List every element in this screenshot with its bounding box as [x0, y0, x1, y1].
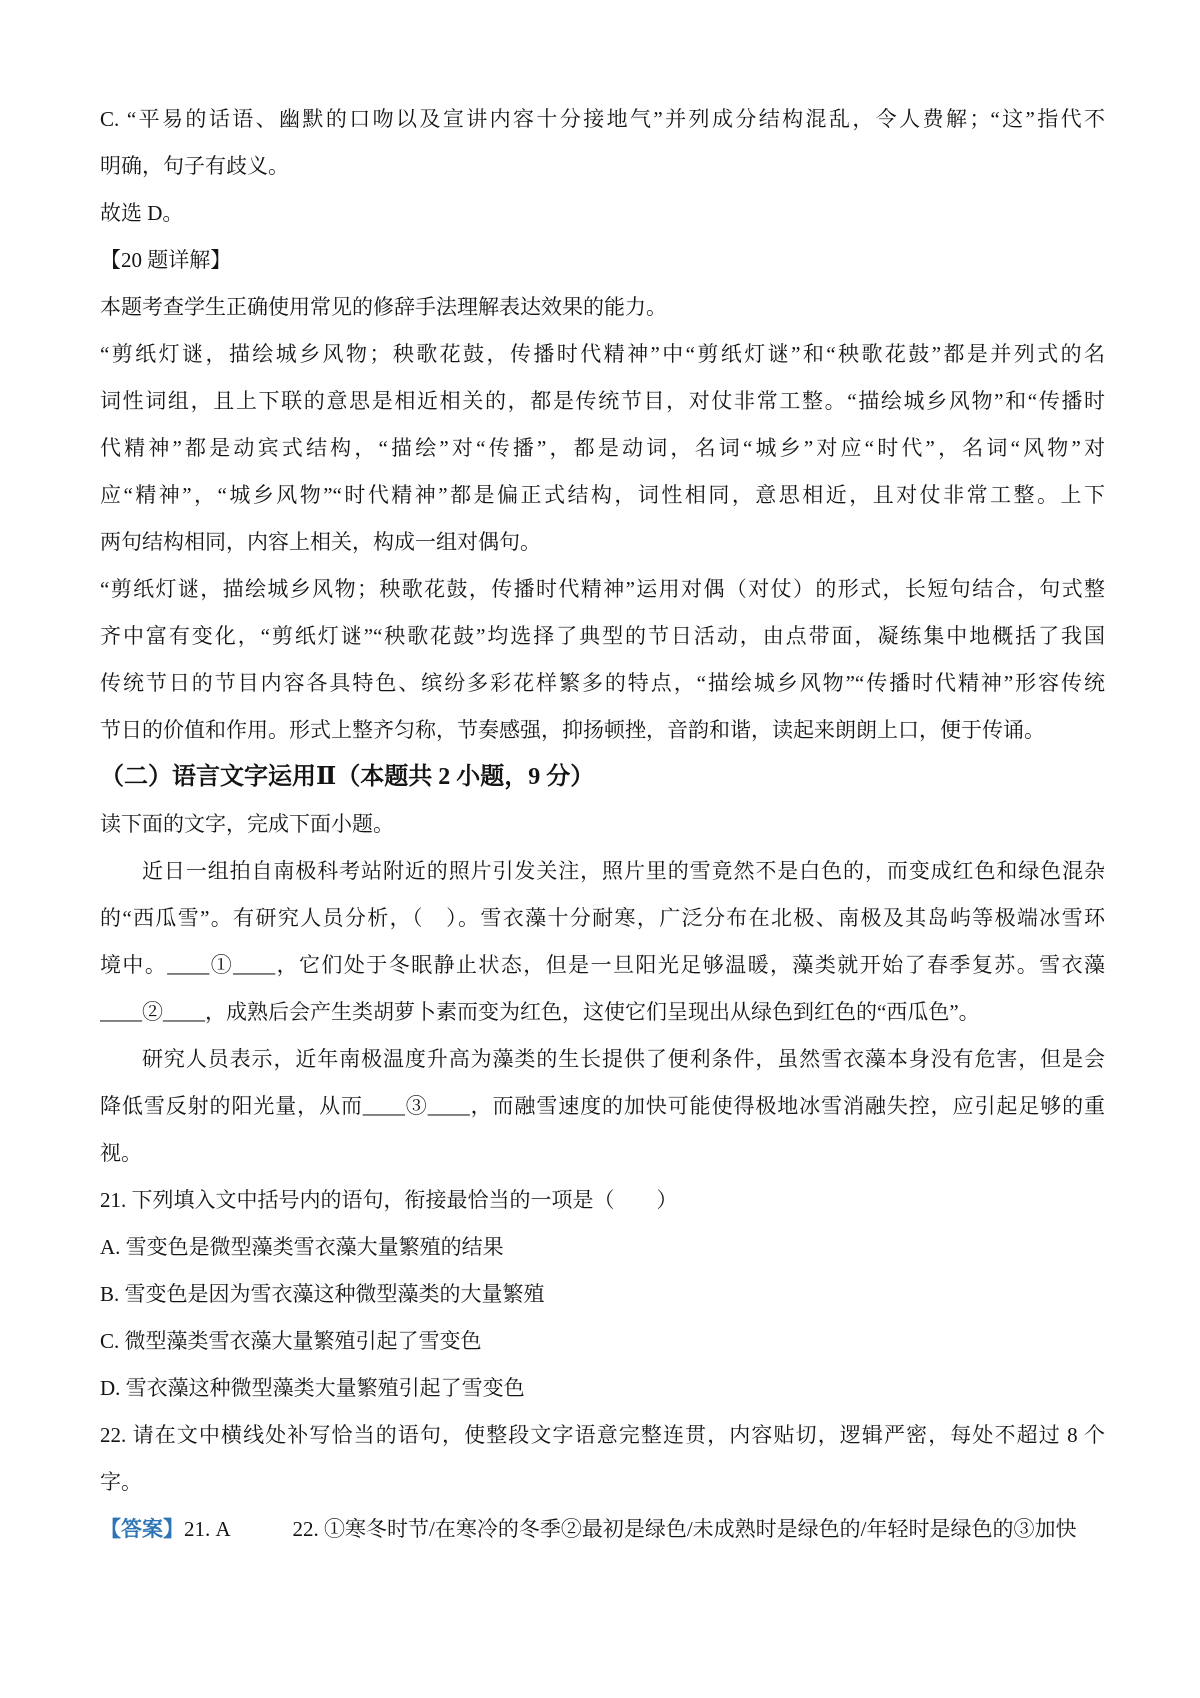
- text-line: C. “平易的话语、幽默的口吻以及宣讲内容十分接地气”并列成分结构混乱，令人费解；“这”指代不: [100, 107, 1105, 131]
- text-line: 故选 D。: [100, 201, 184, 225]
- text-line: 词性词组，且上下联的意思是相近相关的，都是传统节目，对仗非常工整。“描绘城乡风物”和“传播时: [100, 389, 1105, 413]
- text-line: A. 雪变色是微型藻类雪衣藻大量繁殖的结果: [100, 1235, 504, 1259]
- text-line: 明确，句子有歧义。: [100, 154, 289, 178]
- text-line: ____②____，成熟后会产生类胡萝卜素而变为红色，这使它们呈现出从绿色到红色的“西瓜色”。: [100, 1000, 980, 1024]
- text-line: 齐中富有变化，“剪纸灯谜”“秧歌花鼓”均选择了典型的节日活动，由点带面，凝练集中地概括了我国: [100, 624, 1105, 648]
- text-line: 节日的价值和作用。形式上整齐匀称，节奏感强，抑扬顿挫，音韵和谐，读起来朗朗上口，便于传诵。: [100, 718, 1045, 742]
- text-line: “剪纸灯谜，描绘城乡风物；秧歌花鼓，传播时代精神”中“剪纸灯谜”和“秧歌花鼓”都是并列式的名: [100, 342, 1105, 366]
- text-line: B. 雪变色是因为雪衣藻这种微型藻类的大量繁殖: [100, 1282, 545, 1306]
- text-line: “剪纸灯谜，描绘城乡风物；秧歌花鼓，传播时代精神”运用对偶（对仗）的形式，长短句结合，句式整: [100, 577, 1105, 601]
- text-line: 字。: [100, 1470, 142, 1494]
- text-line: 【20 题详解】: [100, 248, 232, 272]
- answer-label: 【答案】: [100, 1517, 184, 1541]
- text-line: 传统节日的节目内容各具特色、缤纷多彩花样繁多的特点，“描绘城乡风物”“传播时代精神”形容传统: [100, 671, 1105, 695]
- answer-text: 21. A 22. ①寒冬时节/在寒冷的冬季②最初是绿色/未成熟时是绿色的/年轻时是绿色的③加快: [184, 1517, 1077, 1541]
- text-line: 21. 下列填入文中括号内的语句，衔接最恰当的一项是（ ）: [100, 1188, 678, 1212]
- text-line: 应“精神”，“城乡风物”“时代精神”都是偏正式结构，词性相同，意思相近，且对仗非常工整。上下: [100, 483, 1105, 507]
- section-heading: （二）语言文字运用Ⅱ（本题共 2 小题，9 分）: [100, 764, 595, 790]
- text-line: 22. 请在文中横线处补写恰当的语句，使整段文字语意完整连贯，内容贴切，逻辑严密，每处不超过 8 个: [100, 1423, 1105, 1447]
- text-line: 视。: [100, 1141, 142, 1165]
- text-line: D. 雪衣藻这种微型藻类大量繁殖引起了雪变色: [100, 1376, 525, 1400]
- text-line: 研究人员表示，近年南极温度升高为藻类的生长提供了便利条件，虽然雪衣藻本身没有危害，但是会: [142, 1047, 1105, 1071]
- text-line: 降低雪反射的阳光量，从而____③____，而融雪速度的加快可能使得极地冰雪消融失控，应引起足够的重: [100, 1094, 1105, 1118]
- text-line: C. 微型藻类雪衣藻大量繁殖引起了雪变色: [100, 1329, 482, 1353]
- text-line: 读下面的文字，完成下面小题。: [100, 812, 394, 836]
- text-line: 两句结构相同，内容上相关，构成一组对偶句。: [100, 530, 541, 554]
- answer-line: [100, 1506, 1105, 1553]
- text-line: 本题考查学生正确使用常见的修辞手法理解表达效果的能力。: [100, 295, 667, 319]
- text-line: 代精神”都是动宾式结构，“描绘”对“传播”，都是动词，名词“城乡”对应“时代”，名词“风物”对: [100, 436, 1105, 460]
- document-body: [100, 96, 1105, 1553]
- text-line: 境中。____①____，它们处于冬眠静止状态，但是一旦阳光足够温暖，藻类就开始了春季复苏。雪衣藻: [100, 953, 1105, 977]
- text-line: 的“西瓜雪”。有研究人员分析，（ ）。雪衣藻十分耐寒，广泛分布在北极、南极及其岛屿等极端冰雪环: [100, 906, 1105, 930]
- text-line: 近日一组拍自南极科考站附近的照片引发关注，照片里的雪竟然不是白色的，而变成红色和绿色混杂: [142, 859, 1105, 883]
